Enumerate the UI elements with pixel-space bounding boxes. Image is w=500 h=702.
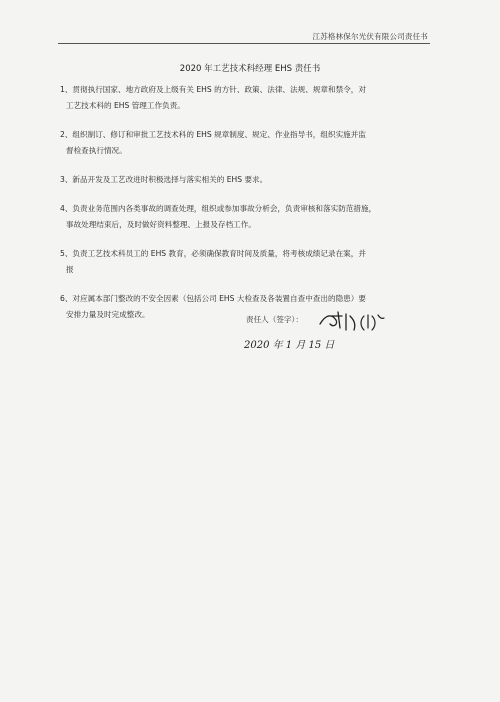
company-header: 江苏格林保尔光伏有限公司责任书 — [312, 32, 428, 41]
document-title: 2020 年工艺技术科经理 EHS 责任书 — [179, 64, 321, 74]
clause-text-continued: 事故处理结束后，及时做好资料整理、上报及存档工作。 — [66, 220, 256, 229]
clause-2 — [60, 127, 432, 159]
clause-1 — [60, 82, 432, 114]
clause-text-continued: 报 — [66, 265, 74, 274]
clause-text: 4、负责业务范围内各类事故的调查处理，组织或参加事故分析会，负责审核和落实防范措施， — [60, 204, 377, 213]
clause-text-continued: 安排力量及时完成整改。 — [66, 310, 150, 319]
signed-date-text: 2020 年 1 月 15 日 — [244, 340, 335, 351]
clause-text: 5、负责工艺技术科员工的 EHS 教育，必须确保教育时间及质量，将考核成绩记录在案，并 — [60, 249, 366, 258]
document-body — [60, 82, 432, 336]
handwritten-date — [244, 336, 354, 352]
signature-label: 责任人（签字）： — [246, 315, 303, 324]
header-divider — [58, 43, 430, 44]
clause-5 — [60, 246, 432, 278]
clause-3 — [60, 172, 432, 188]
clause-text-continued: 工艺技术科的 EHS 管理工作负责。 — [66, 101, 185, 110]
clause-text: 3、新品开发及工艺改进时积极选择与落实相关的 EHS 要求。 — [60, 175, 268, 184]
clause-text: 2、组织制订、修订和审批工艺技术科的 EHS 规章制度、规定、作业指导书，组织实施并监 — [60, 130, 366, 139]
clause-text-continued: 督检查执行情况。 — [66, 146, 127, 155]
clause-text: 6、对应属本部门整改的不安全因素（包括公司 EHS 大检查及各装置自查中查出的隐患）要 — [60, 294, 366, 303]
clause-4 — [60, 201, 432, 233]
handwritten-signature — [316, 306, 396, 336]
clause-text: 1、贯彻执行国家、地方政府及上级有关 EHS 的方针、政策、法律、法规、规章和禁令，对 — [60, 85, 366, 94]
